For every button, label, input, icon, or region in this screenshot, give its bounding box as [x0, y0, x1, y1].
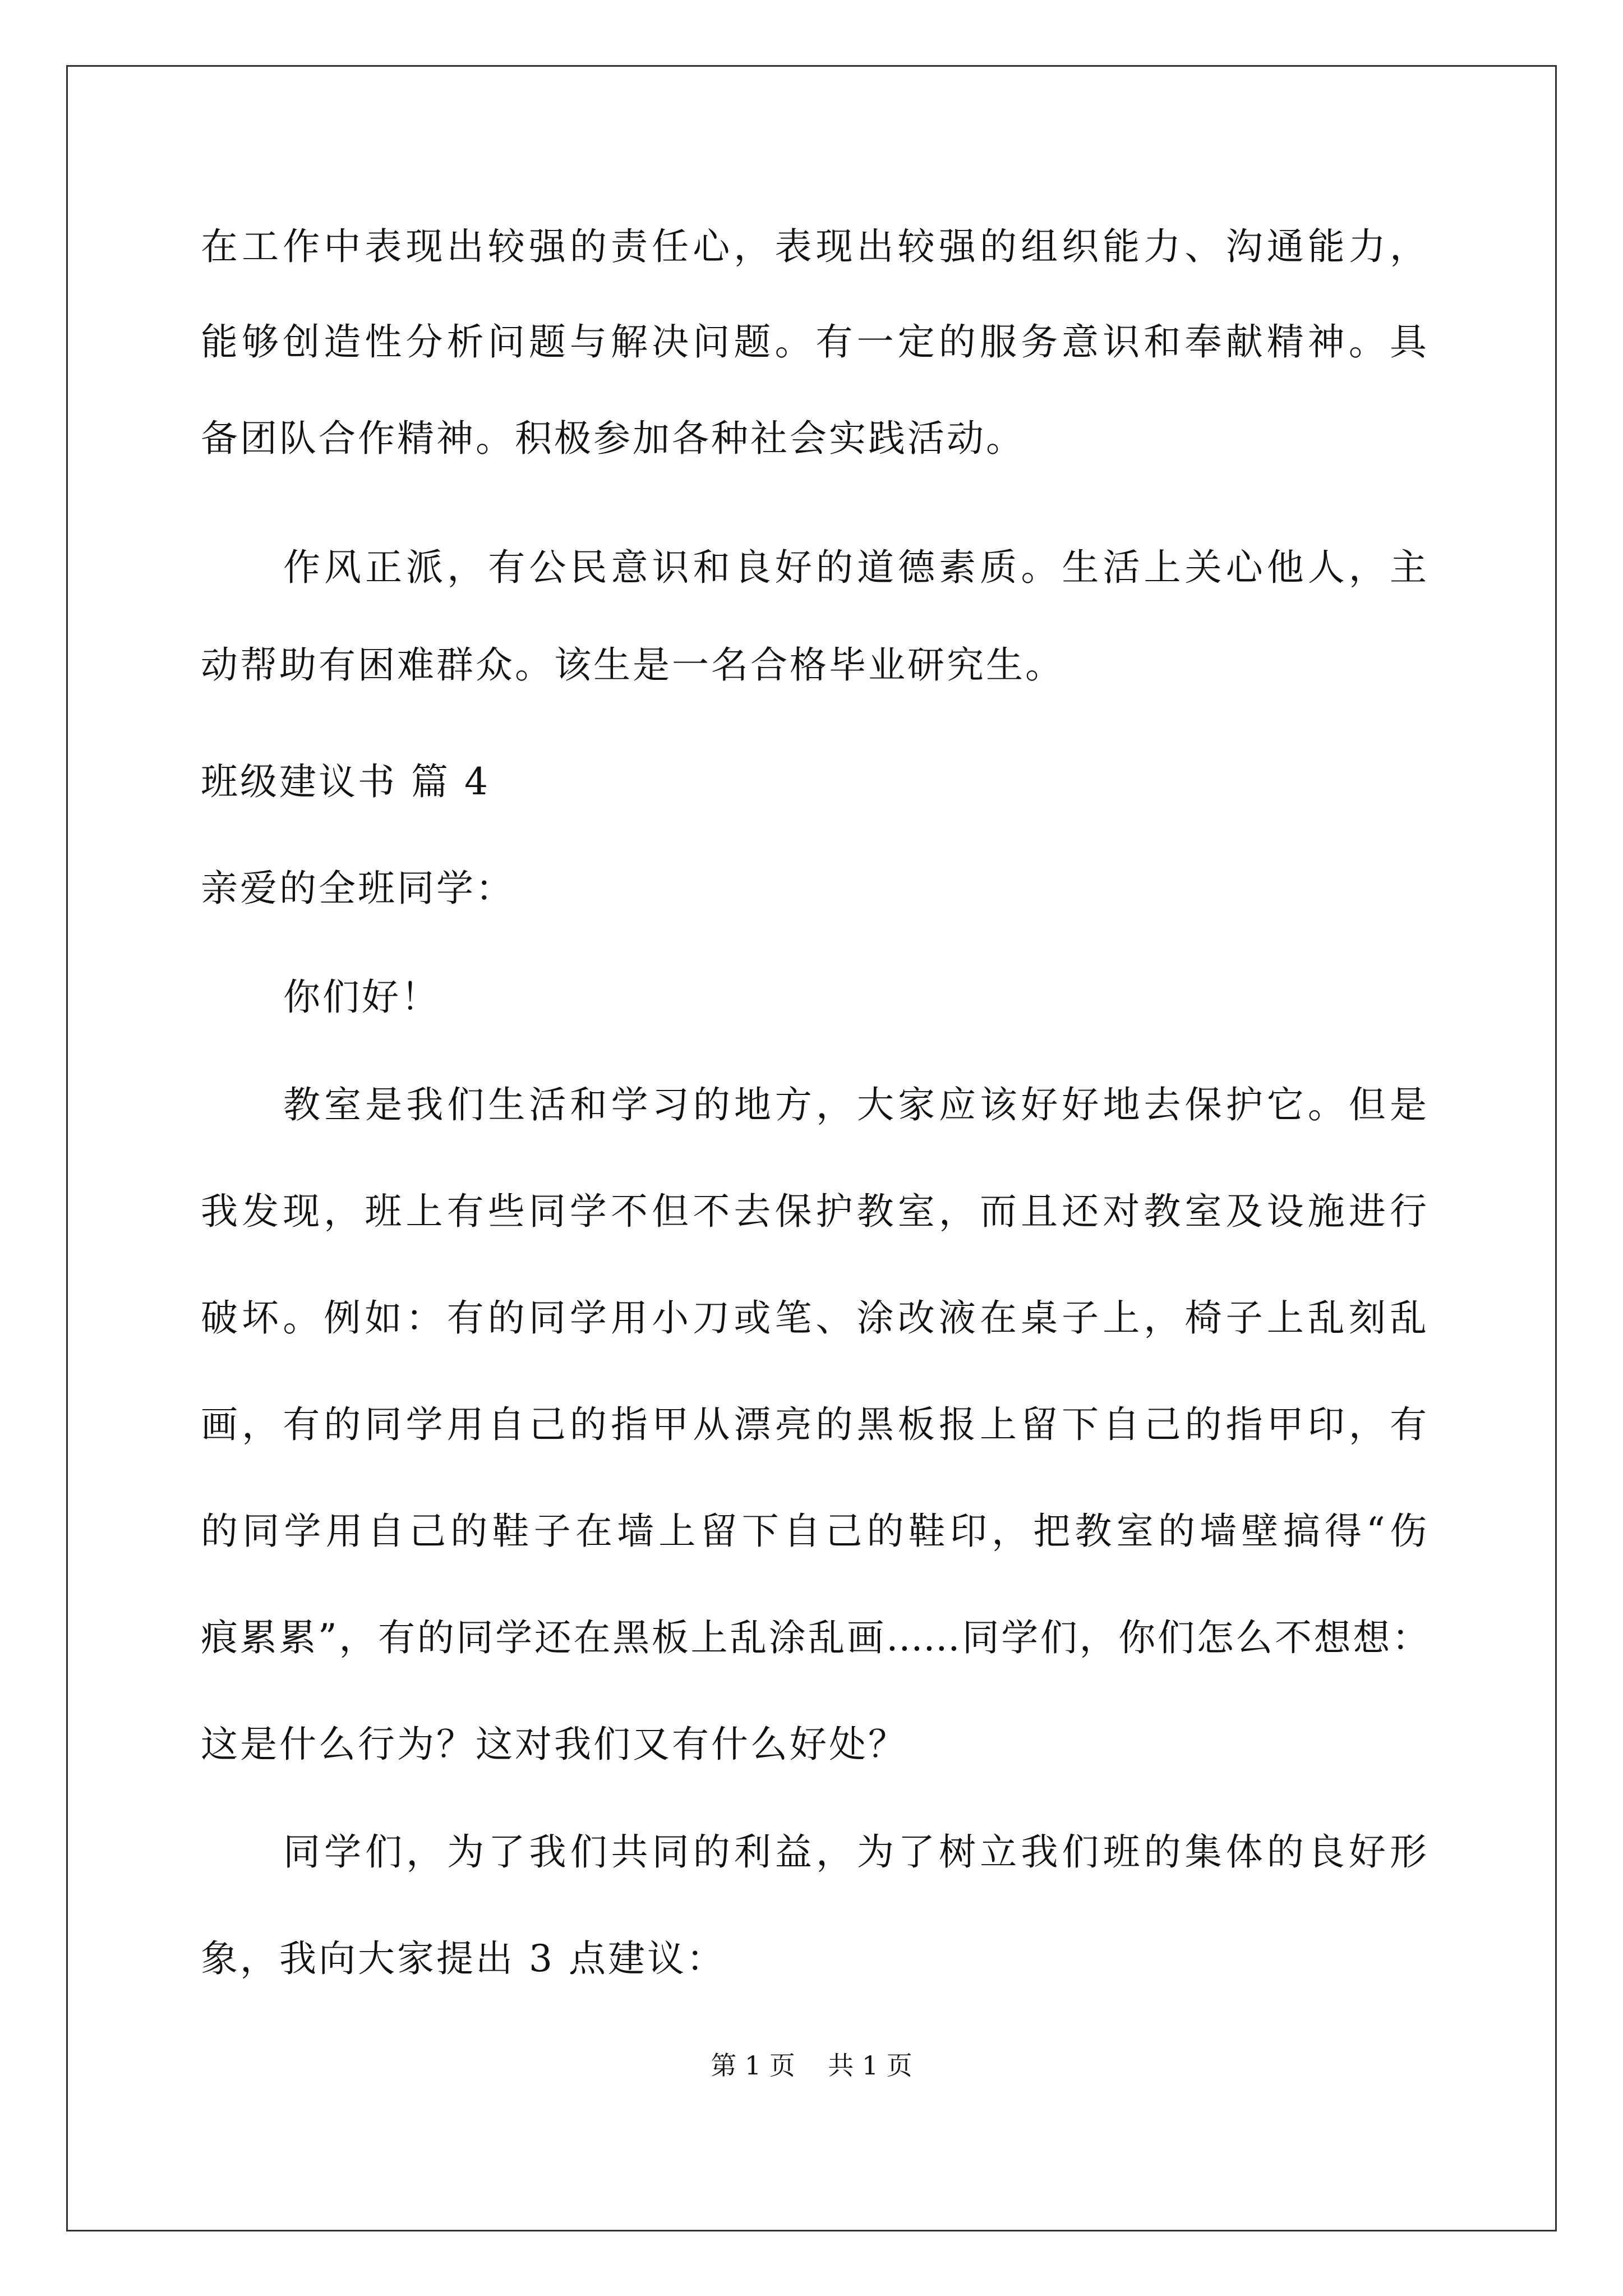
- paragraph-first-line: 作风正派，有公民意识和良好的道德素质。生活上关心他人，主: [283, 546, 1429, 589]
- text-line: 在工作中表现出较强的责任心，表现出较强的组织能力、沟通能力，: [201, 225, 1429, 268]
- text-line: 我发现，班上有些同学不但不去保护教室，而且还对教室及设施进行: [201, 1190, 1429, 1233]
- greeting: 你们好！: [283, 976, 440, 1019]
- text-line: 这是什么行为？这对我们又有什么好处？: [201, 1723, 907, 1766]
- text-line: 能够创造性分析问题与解决问题。有一定的服务意识和奉献精神。具: [201, 320, 1429, 364]
- text-line: 备团队合作精神。积极参加各种社会实践活动。: [201, 417, 1025, 460]
- page-number-footer: 第 1 页 共 1 页: [711, 2050, 912, 2081]
- salutation: 亲爱的全班同学：: [201, 867, 515, 910]
- section-heading: 班级建议书 篇 4: [201, 760, 490, 803]
- text-line: 痕累累”，有的同学还在黑板上乱涂乱画……同学们，你们怎么不想想：: [201, 1616, 1429, 1659]
- paragraph-first-line: 教室是我们生活和学习的地方，大家应该好好地去保护它。但是: [283, 1083, 1429, 1126]
- text-line: 动帮助有困难群众。该生是一名合格毕业研究生。: [201, 643, 1064, 687]
- text-line: 象，我向大家提出 3 点建议：: [201, 1937, 726, 1980]
- text-line: 画，有的同学用自己的指甲从漂亮的黑板报上留下自己的指甲印，有: [201, 1403, 1429, 1446]
- page-border: [66, 65, 1557, 2231]
- paragraph-first-line: 同学们，为了我们共同的利益，为了树立我们班的集体的良好形: [283, 1830, 1429, 1874]
- text-line: 的同学用自己的鞋子在墙上留下自己的鞋印，把教室的墙壁搞得“伤: [201, 1510, 1429, 1553]
- text-line: 破坏。例如：有的同学用小刀或笔、涂改液在桌子上，椅子上乱刻乱: [201, 1296, 1429, 1340]
